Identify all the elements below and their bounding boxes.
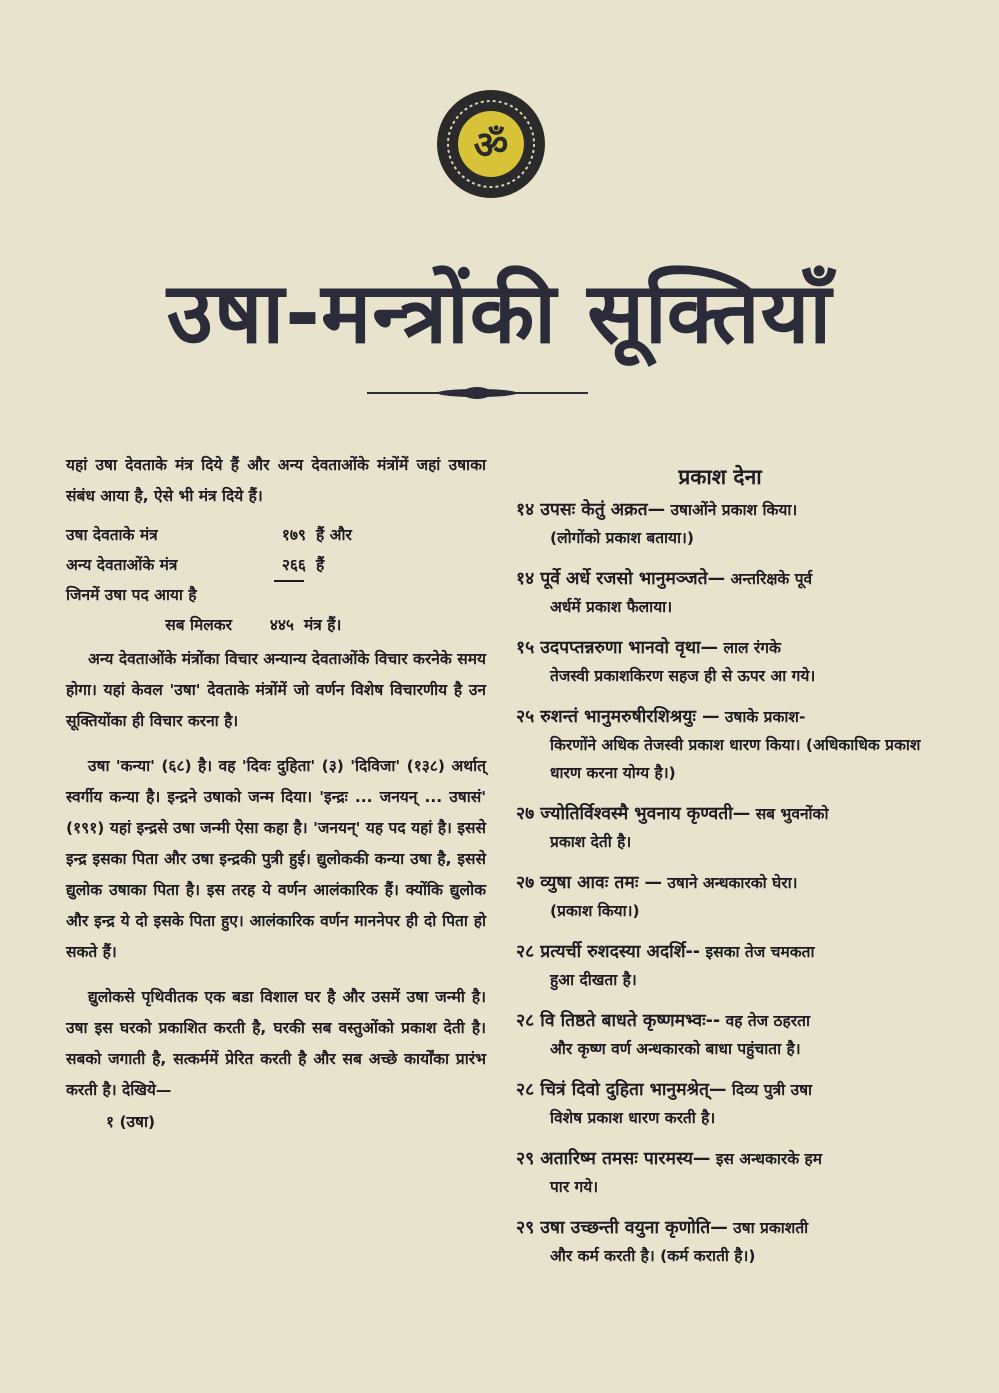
verse-sanskrit: २८ वि तिष्ठते बाधते कृष्णमभ्वः-- [516, 1011, 721, 1031]
verse-item [516, 800, 924, 856]
verse-continuation: अर्धमें प्रकाश फैलाया। [550, 598, 673, 616]
verse-continuation: किरणोंने अधिक तेजस्वी प्रकाश धारण किया। (अधिकाधिक प्रकाश धारण करना योग्य है।) [550, 736, 921, 782]
left-column [66, 450, 486, 1136]
verse-continuation: प्रकाश देती है। [550, 833, 632, 851]
verse-gloss: लाल रंगके [723, 639, 781, 657]
verse-sanskrit: २८ प्रत्यर्ची रुशदस्या अदर्शि-- [516, 942, 701, 962]
verse-item [516, 565, 924, 621]
verse-continuation: तेजस्वी प्रकाशकिरण सहज ही से ऊपर आ गये। [550, 667, 816, 685]
verse-sanskrit: १४ पूर्वे अर्धे रजसो भानुमञ्जते— [516, 569, 726, 589]
body-paragraph-other-deities: अन्य देवताओंके मंत्रोंका विचार अन्यान्य देवताओंके विचार करनेके समय होगा। यहां केवल 'उषा' देवताके मंत्रोंमें जो वर्णन विशेष विचारणीय है उन सूक्तियोंका ही विचार करना है। [66, 650, 486, 730]
om-symbol: ॐ [473, 123, 509, 167]
verse-gloss: वह तेज ठहरता [725, 1012, 810, 1030]
verse-item [516, 1214, 924, 1270]
stat-total-number: ४४५ [269, 616, 294, 634]
stat-unit: हैं और [316, 526, 352, 544]
mantra-count-table [66, 520, 486, 640]
verse-gloss: उषाओंने प्रकाश किया। [670, 501, 798, 519]
stat-number: १७९ [281, 526, 306, 544]
verse-sanskrit: २७ ज्योतिर्विश्वस्मै भुवनाय कृण्वती— [516, 804, 751, 824]
verse-gloss: सब भुवनोंको [755, 805, 829, 823]
intro-paragraph: यहां उषा देवताके मंत्र दिये हैं और अन्य देवताओंके मंत्रोंमें जहां उषाका संबंध आया है, ऐसे भी मंत्र दिये हैं। [66, 456, 486, 505]
verse-continuation: हुआ दीखता है। [550, 971, 637, 989]
verse-continuation: और कृष्ण वर्ण अन्धकारको बाधा पहुंचाता है। [550, 1040, 801, 1058]
verse-gloss: इसका तेज चमकता [705, 943, 815, 961]
right-column [516, 450, 924, 1283]
body-paragraph-usha-home: द्युलोकसे पृथिवीतक एक बडा विशाल घर है और उसमें उषा जन्मी है। उषा इस घरको प्रकाशित करती है, घरकी सब वस्तुओंको प्रकाश देती है। सबको जगाती है, सत्कर्ममें प्रेरित करती है और सब अच्छे कार्योंका प्रारंभ करती है। देखिये— [66, 988, 486, 1099]
stat-row [66, 580, 486, 610]
stat-number: २६६ [281, 556, 306, 574]
stat-total-label: सब मिलकर [165, 616, 232, 634]
stat-label: अन्य देवताओंके मंत्र [66, 556, 178, 574]
verse-sanskrit: २७ व्युषा आवः तमः — [516, 873, 662, 893]
sum-line [274, 580, 304, 584]
verse-gloss: उषाने अन्धकारको घेरा। [667, 874, 798, 892]
verse-continuation: (प्रकाश किया।) [550, 902, 640, 920]
om-emblem [435, 88, 547, 200]
stat-row [66, 520, 486, 550]
verse-continuation: (लोगोंको प्रकाश बताया।) [550, 529, 695, 547]
verse-continuation: और कर्म करती है। (कर्म कराती है।) [550, 1247, 756, 1265]
verse-sanskrit: २८ चित्रं दिवो दुहिता भानुमश्रेत्— [516, 1080, 727, 1100]
verse-gloss: इस अन्धकारके हम [715, 1150, 823, 1168]
verse-gloss: दिव्य पुत्री उषा [731, 1081, 813, 1099]
verse-gloss: उषा प्रकाशती [733, 1219, 809, 1237]
section-heading: प्रकाश देना [678, 465, 762, 489]
stat-total-row [66, 610, 486, 640]
page-footer-label: १ (उषा) [106, 1113, 156, 1131]
verse-gloss: अन्तरिक्षके पूर्व [730, 570, 813, 588]
verse-sanskrit: २९ अतारिष्म तमसः पारमस्य— [516, 1149, 711, 1169]
verse-sanskrit: २५ रुशन्तं भानुमरुषीरशिश्रयुः — [516, 707, 720, 727]
stat-label: जिनमें उषा पद आया है [66, 586, 197, 604]
verse-item [516, 869, 924, 925]
body-paragraph-usha-daughter: उषा 'कन्या' (६८) है। वह 'दिवः दुहिता' (३) 'दिविजा' (१३८) अर्थात् स्वर्गीय कन्या है। इन्द्रने उषाको जन्म दिया। 'इन्द्रः ... जनयन् ... उषासं' (१९१) यहां इन्द्रसे उषा जन्मी ऐसा कहा है। 'जनयन्' यह पद यहां है। इससे इन्द्र इसका पिता और उषा इन्द्रकी पुत्री हुई। द्युलोककी कन्या उषा है, इससे द्युलोक उषाका पिता है। इस तरह ये वर्णन आलंकारिक हैं। क्योंकि द्युलोक और इन्द्र ये दो इसके पिता हुए। आलंकारिक वर्णन माननेपर ही दो पिता हो सकते हैं। [66, 757, 486, 961]
page-title: उषा-मन्त्रोंकी सूक्तियाँ [166, 264, 833, 362]
verse-item [516, 496, 924, 552]
verse-item [516, 703, 924, 787]
verse-item [516, 938, 924, 994]
stat-row [66, 550, 486, 580]
verse-gloss: उषाके प्रकाश- [724, 708, 806, 726]
verse-sanskrit: २९ उषा उच्छन्ती वयुना कृणोति— [516, 1218, 728, 1238]
verse-item [516, 1076, 924, 1132]
verse-sanskrit: १४ उपसः केतुं अक्रत— [516, 500, 666, 520]
stat-unit: हैं [316, 556, 325, 574]
verse-item [516, 634, 924, 690]
verse-item [516, 1007, 924, 1063]
verse-item [516, 1145, 924, 1201]
verse-continuation: पार गये। [550, 1178, 599, 1196]
title-ornament-divider [365, 386, 590, 400]
verse-sanskrit: १५ उदपप्तन्नरुणा भानवो वृथा— [516, 638, 719, 658]
verse-continuation: विशेष प्रकाश धारण करती है। [550, 1109, 716, 1127]
stat-total-unit: मंत्र हैं। [304, 616, 342, 634]
stat-label: उषा देवताके मंत्र [66, 526, 158, 544]
